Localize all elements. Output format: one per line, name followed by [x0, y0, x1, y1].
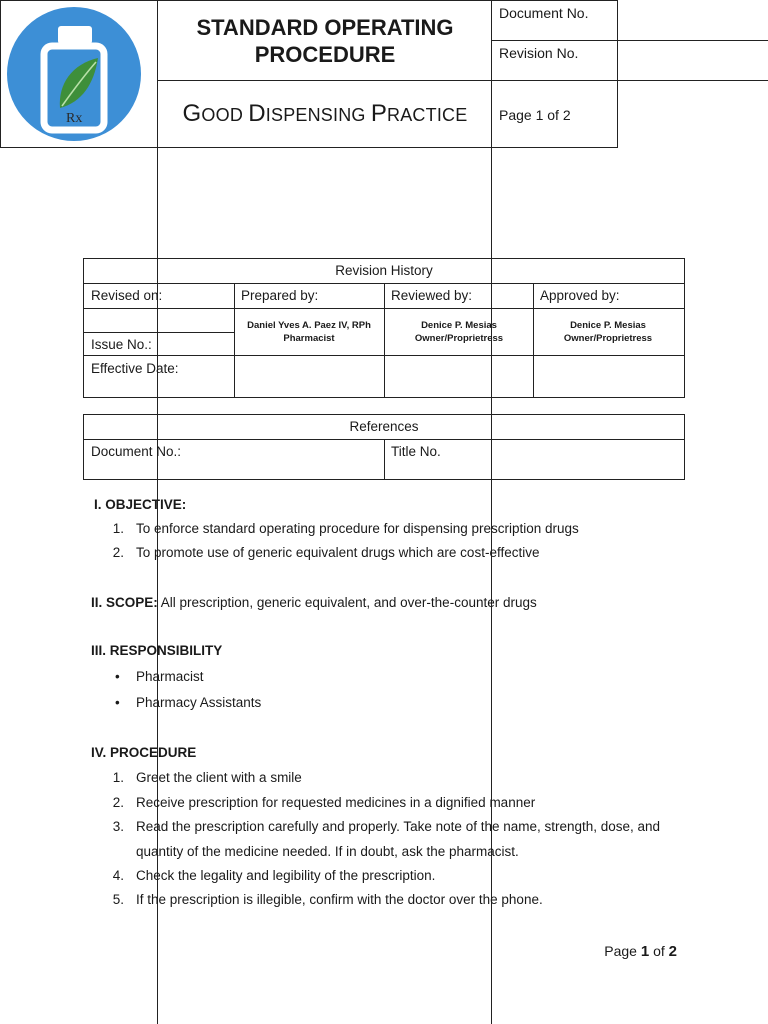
approver-name: Denice P. Mesias	[570, 320, 646, 331]
footer-page-word: Page	[604, 943, 637, 959]
approved-by-label: Approved by:	[540, 288, 620, 303]
issue-no-label: Issue No.:	[91, 337, 152, 352]
procedure-step: Check the legality and legibility of the prescription.	[136, 868, 436, 883]
objective-item-number: 1.	[112, 521, 124, 536]
procedure-step: Greet the client with a smile	[136, 770, 302, 785]
objective-item: To enforce standard operating procedure for dispensing prescription drugs	[136, 521, 579, 536]
procedure-step-number: 3.	[112, 819, 124, 834]
reviewer-name: Denice P. Mesias	[421, 320, 497, 331]
procedure-step-number: 5.	[112, 892, 124, 907]
rx-bottle-logo-icon	[6, 4, 142, 144]
procedure-step-continuation: quantity of the medicine needed. If in doubt, ask the pharmacist.	[136, 844, 519, 859]
page-indicator: Page 1 of 2	[499, 107, 571, 123]
preparer-role: Pharmacist	[283, 333, 335, 344]
reference-title-no-label: Title No.	[391, 444, 441, 459]
document-no-label: Document No.	[499, 5, 589, 21]
approver-signature-block	[534, 319, 682, 345]
svg-text:Rx: Rx	[66, 111, 83, 126]
objective-heading: I. OBJECTIVE:	[94, 497, 187, 512]
prepared-by-label: Prepared by:	[241, 288, 319, 303]
document-title: GOOD DISPENSING PRACTICE	[182, 100, 468, 127]
preparer-name: Daniel Yves A. Paez IV, RPh	[247, 320, 371, 331]
references-caption: References	[349, 419, 419, 434]
header-table	[0, 0, 618, 148]
responsibility-heading: III. RESPONSIBILITY	[91, 643, 223, 658]
reviewer-signature-block	[385, 319, 533, 345]
bullet-icon: •	[115, 695, 120, 710]
scope-section	[91, 595, 537, 610]
responsibility-item: Pharmacy Assistants	[136, 695, 262, 710]
bullet-icon: •	[115, 669, 120, 684]
preparer-signature-block	[235, 319, 383, 345]
footer-total-pages: 2	[668, 943, 677, 960]
revision-history-caption: Revision History	[335, 263, 433, 278]
procedure-heading: IV. PROCEDURE	[91, 745, 197, 760]
footer-of-word: of	[653, 943, 665, 959]
procedure-step: Read the prescription carefully and properly. Take note of the name, strength, dose, and	[136, 819, 661, 834]
revision-no-label: Revision No.	[499, 45, 579, 61]
reviewed-by-label: Reviewed by:	[391, 288, 473, 303]
procedure-step: Receive prescription for requested medicines in a dignified manner	[136, 795, 536, 810]
responsibility-item: Pharmacist	[136, 669, 204, 684]
scope-heading: II. SCOPE:	[91, 595, 158, 610]
footer-current-page: 1	[640, 943, 650, 960]
reviewer-role: Owner/Proprietress	[414, 333, 504, 344]
objective-item: To promote use of generic equivalent drugs which are cost-effective	[136, 545, 540, 560]
procedure-step-number: 4.	[112, 868, 124, 883]
reference-document-no-label: Document No.:	[91, 444, 182, 459]
references-table	[83, 414, 685, 480]
revised-on-label: Revised on:	[91, 288, 163, 303]
revision-history-table	[83, 258, 685, 398]
procedure-step-number: 1.	[112, 770, 124, 785]
effective-date-label: Effective Date:	[91, 361, 179, 376]
page-footer	[604, 943, 677, 960]
approver-role: Owner/Proprietress	[563, 333, 653, 344]
scope-text: All prescription, generic equivalent, and over-the-counter drugs	[160, 595, 537, 610]
objective-item-number: 2.	[112, 545, 124, 560]
procedure-step: If the prescription is illegible, confirm with the doctor over the phone.	[136, 892, 543, 907]
sop-title: STANDARD OPERATING PROCEDURE	[196, 15, 454, 67]
procedure-step-number: 2.	[112, 795, 124, 810]
